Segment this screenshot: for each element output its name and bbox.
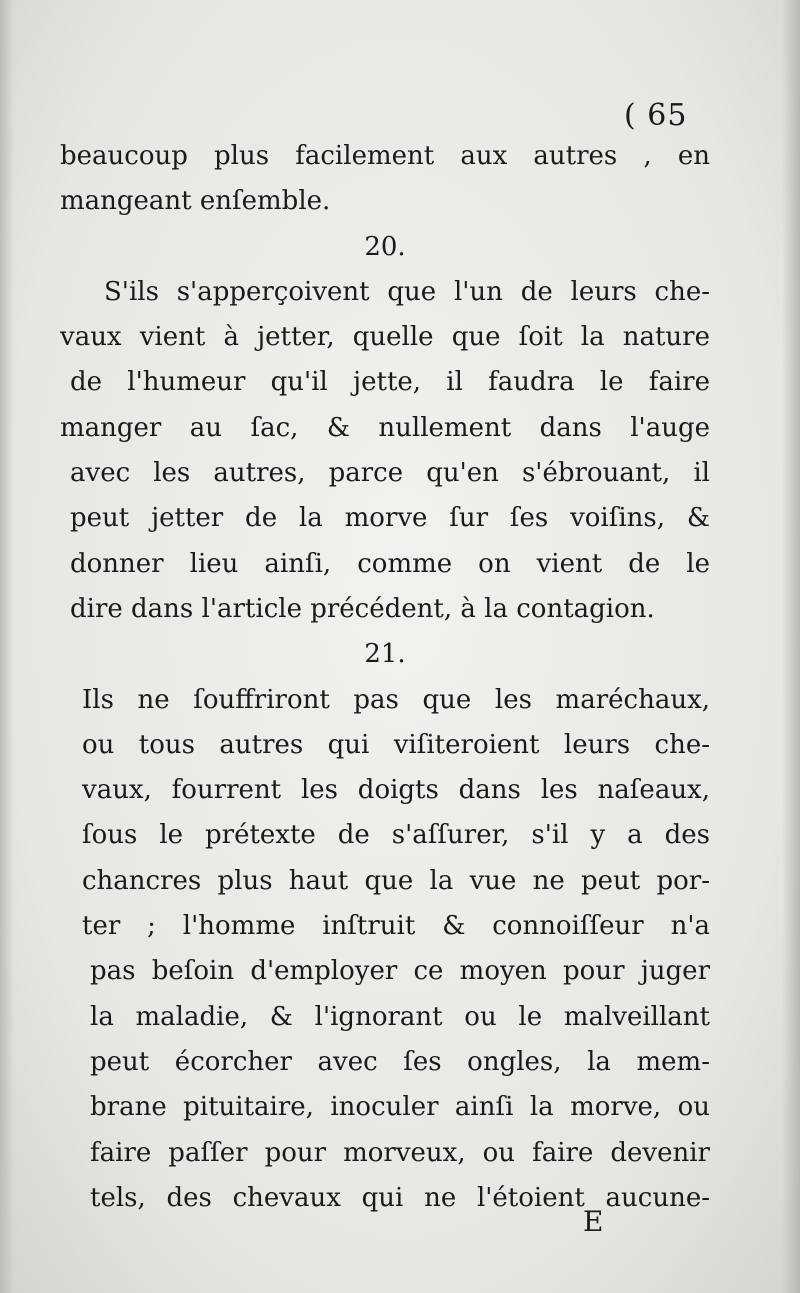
- text-line: avec les autres, parce qu'en s'ébrouant, il: [70, 458, 710, 489]
- body-text: [60, 134, 710, 1221]
- text-line: ou tous autres qui viſiteroient leurs che-: [82, 729, 710, 760]
- article-number: 21.: [364, 639, 406, 670]
- text-line: beaucoup plus facilement aux autres , en: [60, 141, 710, 171]
- binding-shadow: [0, 0, 14, 1293]
- text-line: faire paſſer pour morveux, ou faire devenir: [90, 1137, 710, 1168]
- text-line: donner lieu ainſi, comme on vient de le: [70, 548, 710, 579]
- text-line: vaux vient à jetter, quelle que ſoit la nature: [60, 322, 710, 353]
- text-line: ſous le prétexte de s'aſſurer, s'il y a des: [82, 820, 710, 851]
- text-line: mangeant enſemble.: [60, 186, 331, 217]
- text-line: peut jetter de la morve ſur ſes voiſins, &: [70, 503, 710, 534]
- text-line: vaux, fourrent les doigts dans les naſeaux,: [82, 775, 710, 806]
- article-number: 20.: [364, 231, 406, 262]
- text-line: tels, des chevaux qui ne l'étoient aucune-: [90, 1182, 710, 1213]
- text-line: pas beſoin d'employer ce moyen pour juger: [90, 956, 710, 987]
- text-line: brane pituitaire, inoculer ainſi la morve, ou: [90, 1092, 710, 1123]
- signature-mark: E: [583, 1205, 604, 1238]
- edge-shadow: [782, 0, 800, 1293]
- text-line: la maladie, & l'ignorant ou le malveillant: [90, 1001, 710, 1032]
- text-line: manger au ſac, & nullement dans l'auge: [60, 412, 710, 443]
- text-line: Ils ne ſouffriront pas que les maréchaux,: [82, 684, 710, 715]
- page-number: ( 65: [624, 98, 688, 133]
- text-line: peut écorcher avec ſes ongles, la mem-: [90, 1046, 710, 1077]
- text-line: chancres plus haut que la vue ne peut por-: [82, 865, 710, 896]
- text-line: de l'humeur qu'il jette, il faudra le faire: [70, 367, 710, 398]
- text-line: dire dans l'article précédent, à la contagion.: [70, 593, 655, 624]
- text-line: ter ; l'homme inſtruit & connoiſſeur n'a: [82, 911, 710, 942]
- text-line: S'ils s'apperçoivent que l'un de leurs che-: [104, 276, 710, 307]
